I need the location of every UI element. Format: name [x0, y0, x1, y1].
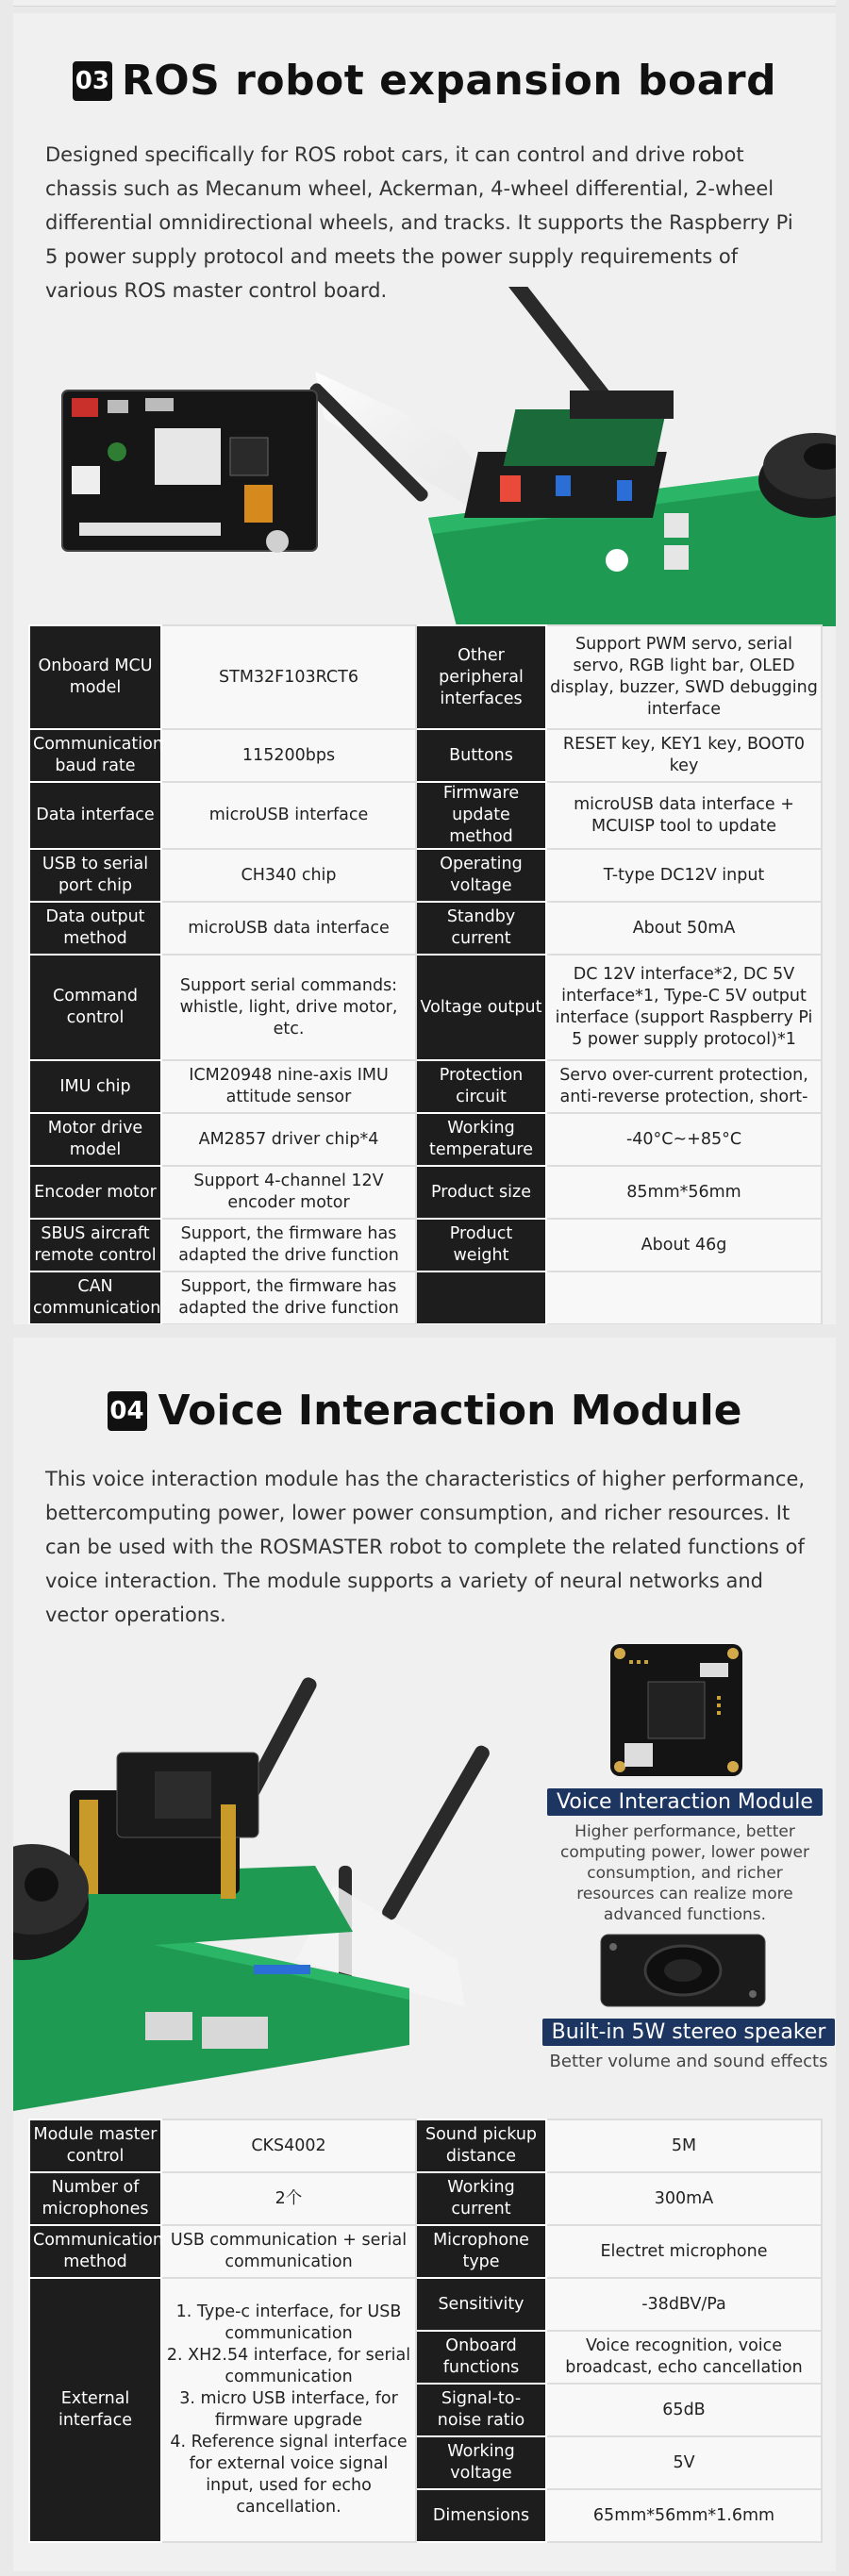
spec-value: DC 12V interface*2, DC 5V interface*1, Type-C 5V output interface (support Raspberry Pi 5 power supply protocol)*1 [546, 955, 822, 1060]
spec-value: 65mm*56mm*1.6mm [546, 2489, 822, 2542]
section-title: Voice Interaction Module [158, 1387, 742, 1435]
spec-key: Other peripheral interfaces [416, 625, 546, 729]
table-row [29, 1271, 822, 1324]
section-number-badge: 03 [73, 61, 112, 101]
spec-value: About 46g [546, 1219, 822, 1271]
speaker-caption [541, 2019, 836, 2072]
table-row [29, 2278, 822, 2331]
table-row [29, 2225, 822, 2278]
spec-key: Onboard MCU model [29, 625, 161, 729]
spec-key: Working current [416, 2172, 546, 2225]
spec-key: Command control [29, 955, 161, 1060]
spec-key: Product weight [416, 1219, 546, 1271]
spec-value: Servo over-current protection, anti-reverse protection, short- [546, 1060, 822, 1113]
spec-value-empty [546, 1271, 822, 1324]
expansion-board-photo [62, 391, 317, 553]
spec-value: -38dBV/Pa [546, 2278, 822, 2331]
spec-value: microUSB interface [161, 782, 416, 849]
spec-value: 2个 [161, 2172, 416, 2225]
spec-value: Voice recognition, voice broadcast, echo cancellation [546, 2331, 822, 2384]
spec-key: SBUS aircraft remote control [29, 1219, 161, 1271]
spec-key: Data output method [29, 902, 161, 955]
table-row [29, 849, 822, 902]
spec-value: -40°C~+85°C [546, 1113, 822, 1166]
speaker-photo [598, 1932, 768, 2009]
spec-key: Product size [416, 1166, 546, 1219]
spec-value: 85mm*56mm [546, 1166, 822, 1219]
spec-value: CH340 chip [161, 849, 416, 902]
spec-value: Support 4-channel 12V encoder motor [161, 1166, 416, 1219]
section-ros-expansion-board [13, 13, 836, 1324]
spec-key: Communication method [29, 2225, 161, 2278]
robot-chassis-shape [428, 391, 836, 626]
spec-value: 1. Type-c interface, for USB communication 2. XH2.54 interface, for serial communication 3. micro USB interface, for firmware upgrade 4. Reference signal interface for external voice signal input, used for echo cancellation. [161, 2278, 416, 2542]
spec-key: Onboard functions [416, 2331, 546, 2384]
expansion-board-spec-table [28, 624, 823, 1324]
spec-key: Signal-to-noise ratio [416, 2384, 546, 2436]
spec-key: CAN communication [29, 1271, 161, 1324]
table-row [29, 902, 822, 955]
section-description: This voice interaction module has the characteristics of higher performance, bettercomputing power, lower power consumption, and richer resources. It can be used with the ROSMASTER robot to complete the related functions of voice interaction. The module supports a variety of neural networks and vector operations. [45, 1468, 806, 1626]
table-row [29, 1113, 822, 1166]
spec-value: T-type DC12V input [546, 849, 822, 902]
spec-key: Operating voltage [416, 849, 546, 902]
spec-value: STM32F103RCT6 [161, 625, 416, 729]
spec-key: Microphone type [416, 2225, 546, 2278]
spec-key: USB to serial port chip [29, 849, 161, 902]
spec-key-empty [416, 1271, 546, 1324]
section-heading [13, 1387, 836, 1435]
speaker-caption-text: Better volume and sound effects [549, 2052, 828, 2071]
spec-key: Standby current [416, 902, 546, 955]
expansion-board-illustration [13, 287, 836, 626]
spec-key: Protection circuit [416, 1060, 546, 1113]
spec-value: 65dB [546, 2384, 822, 2436]
spec-value: microUSB data interface [161, 902, 416, 955]
spec-key: Encoder motor [29, 1166, 161, 1219]
spec-key: Buttons [416, 729, 546, 782]
section-number-badge: 04 [108, 1391, 147, 1431]
spec-key: Voltage output [416, 955, 546, 1060]
spec-value: 115200bps [161, 729, 416, 782]
section-title: ROS robot expansion board [121, 57, 777, 105]
robot-illustration [13, 1649, 541, 2111]
section-voice-interaction-module [13, 1338, 836, 2571]
voice-module-spec-table [28, 2119, 823, 2543]
spec-value: 5V [546, 2436, 822, 2489]
section-heading [13, 57, 836, 105]
table-row [29, 1166, 822, 1219]
spec-key: Sound pickup distance [416, 2119, 546, 2172]
section-description: Designed specifically for ROS robot cars, it can control and drive robot chassis such as Mecanum wheel, Ackerman, 4-wheel differential, 2-wheel differential omnidirectional wheels, and tracks. It supports the Raspberry Pi 5 power supply protocol and meets the power supply requirements of various ROS master control board. [45, 143, 793, 302]
voice-module-photo [606, 1639, 747, 1781]
table-row [29, 2119, 822, 2172]
spec-value: RESET key, KEY1 key, BOOT0 key [546, 729, 822, 782]
spec-value: About 50mA [546, 902, 822, 955]
spec-value: CKS4002 [161, 2119, 416, 2172]
spec-key: Sensitivity [416, 2278, 546, 2331]
spec-value: microUSB data interface + MCUISP tool to update [546, 782, 822, 849]
table-row [29, 729, 822, 782]
table-row [29, 955, 822, 1060]
table-row [29, 2172, 822, 2225]
spec-key: Number of microphones [29, 2172, 161, 2225]
spec-key: Dimensions [416, 2489, 546, 2542]
spec-key: IMU chip [29, 1060, 161, 1113]
spec-value: Electret microphone [546, 2225, 822, 2278]
spec-value: Support, the firmware has adapted the drive function [161, 1271, 416, 1324]
table-row [29, 625, 822, 729]
spec-value: 5M [546, 2119, 822, 2172]
spec-value: Support, the firmware has adapted the drive function [161, 1219, 416, 1271]
table-row [29, 782, 822, 849]
module-caption [543, 1788, 826, 1925]
module-caption-title: Voice Interaction Module [547, 1788, 823, 1816]
spec-value: Support serial commands: whistle, light, drive motor, etc. [161, 955, 416, 1060]
spec-value: AM2857 driver chip*4 [161, 1113, 416, 1166]
table-row [29, 1219, 822, 1271]
spec-key: Working temperature [416, 1113, 546, 1166]
spec-key: External interface [29, 2278, 161, 2542]
spec-value: USB communication + serial communication [161, 2225, 416, 2278]
spec-key: Data interface [29, 782, 161, 849]
spec-value: 300mA [546, 2172, 822, 2225]
spec-key: Communication baud rate [29, 729, 161, 782]
spec-key: Firmware update method [416, 782, 546, 849]
spec-key: Motor drive model [29, 1113, 161, 1166]
table-row [29, 1060, 822, 1113]
module-caption-text: Higher performance, better computing power, lower power consumption, and richer resources can realize more advanced functions. [559, 1822, 809, 1924]
previous-section-edge [13, 0, 836, 7]
spec-value: ICM20948 nine-axis IMU attitude sensor [161, 1060, 416, 1113]
spec-key: Working voltage [416, 2436, 546, 2489]
spec-key: Module master control [29, 2119, 161, 2172]
spec-value: Support PWM servo, serial servo, RGB light bar, OLED display, buzzer, SWD debugging interface [546, 625, 822, 729]
speaker-caption-title: Built-in 5W stereo speaker [542, 2019, 836, 2046]
